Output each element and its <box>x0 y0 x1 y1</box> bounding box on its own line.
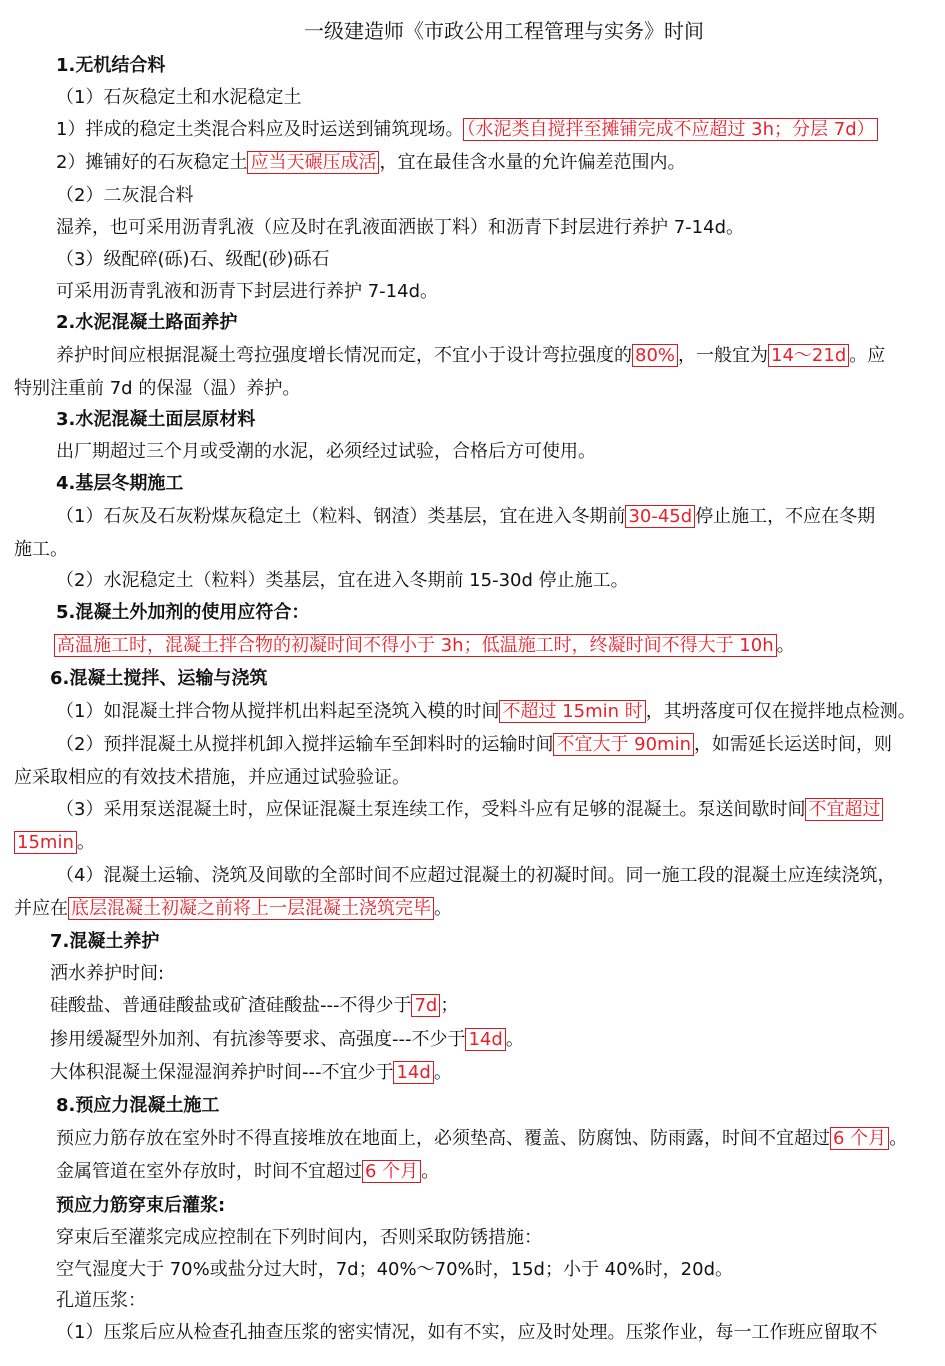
text-line <box>56 151 685 175</box>
section-heading-3: 3.水泥混凝土面层原材料 <box>56 409 256 430</box>
section-heading-6: 6.混凝土搅拌、运输与浇筑 <box>50 668 268 689</box>
text: 并应在 <box>14 898 68 919</box>
section-heading-2: 2.水泥混凝土路面养护 <box>56 312 238 333</box>
text: 。应 <box>849 345 886 366</box>
text-line <box>56 505 875 529</box>
text-line <box>56 733 892 757</box>
text: 掺用缓凝型外加剂、有抗渗等要求、高强度---不少于 <box>50 1029 466 1050</box>
text: 。 <box>421 1161 440 1182</box>
text-line <box>56 1127 907 1151</box>
text: 。 <box>76 832 95 853</box>
text-line <box>56 798 883 822</box>
highlight-box: 不宜超过 <box>805 798 883 821</box>
text-line: 特别注重前 7d 的保湿（温）养护。 <box>14 378 301 399</box>
text-line: （4）混凝土运输、浇筑及间歇的全部时间不应超过混凝土的初凝时间。同一施工段的混凝土应连续浇筑， <box>56 865 896 886</box>
highlight-box: 6 个月 <box>830 1127 889 1150</box>
text: （1）如混凝土拌合物从搅拌机出料起至浇筑入模的时间 <box>56 701 500 722</box>
text-line <box>14 897 452 921</box>
highlight-box: 14d <box>393 1061 433 1084</box>
section-heading-8: 8.预应力混凝土施工 <box>56 1095 220 1116</box>
subheading: （1）石灰稳定土和水泥稳定土 <box>56 87 302 108</box>
highlight-box: 15min <box>14 831 77 854</box>
text: （2）预拌混凝土从搅拌机卸入搅拌运输车至卸料时的运输时间 <box>56 734 554 755</box>
text: 。 <box>433 1062 452 1083</box>
text-line <box>50 1028 524 1052</box>
text: 预应力筋存放在室外时不得直接堆放在地面上，必须垫高、覆盖、防腐蚀、防雨露，时间不宜超过 <box>56 1128 830 1149</box>
text-line: 出厂期超过三个月或受潮的水泥，必须经过试验，合格后方可使用。 <box>56 441 596 462</box>
text-line: 洒水养护时间: <box>50 963 165 984</box>
text-line <box>56 118 878 142</box>
text: 1）拌成的稳定土类混合料应及时运送到铺筑现场。 <box>56 119 464 140</box>
text: ，其坍落度可仅在搅拌地点检测。 <box>645 701 916 722</box>
text-line: 孔道压浆： <box>56 1290 146 1311</box>
text-line <box>54 634 795 658</box>
section-heading-4: 4.基层冬期施工 <box>56 473 184 494</box>
text-line: 穿束后至灌浆完成应控制在下列时间内，否则采取防锈措施： <box>56 1227 542 1248</box>
text: 金属管道在室外存放时，时间不宜超过 <box>56 1161 362 1182</box>
text: 2）摊铺好的石灰稳定土 <box>56 152 248 173</box>
highlight-box: 底层混凝土初凝之前将上一层混凝土浇筑完毕 <box>68 897 434 920</box>
section-heading-5: 5.混凝土外加剂的使用应符合： <box>56 602 310 623</box>
text-line <box>56 1160 439 1184</box>
highlight-box: 80% <box>632 344 678 367</box>
text: 大体积混凝土保湿湿润养护时间---不宜少于 <box>50 1062 394 1083</box>
text-line: 空气湿度大于 70%或盐分过大时，7d；40%～70%时，15d；小于 40%时，20d。 <box>56 1259 734 1280</box>
text: （3）采用泵送混凝土时，应保证混凝土泵连续工作，受料斗应有足够的混凝土。泵送间歇时间 <box>56 799 806 820</box>
text: ，一般宜为 <box>678 345 769 366</box>
highlight-box: 不超过 15min 时 <box>499 700 645 723</box>
text-line: （1）压浆后应从检查孔抽查压浆的密实情况，如有不实，应及时处理。压浆作业，每一工作班应留取不 <box>56 1322 878 1343</box>
text-line <box>50 994 458 1018</box>
text: 养护时间应根据混凝土弯拉强度增长情况而定，不宜小于设计弯拉强度的 <box>56 345 632 366</box>
text: 停止施工，不应在冬期 <box>695 506 876 527</box>
text-line: 湿养，也可采用沥青乳液（应及时在乳液面洒嵌丁料）和沥青下封层进行养护 7-14d。 <box>56 217 744 238</box>
text-line <box>56 700 916 724</box>
page-title: 一级建造师《市政公用工程管理与实务》时间 <box>304 19 704 43</box>
text-line <box>50 1061 452 1085</box>
highlight-box: 高温施工时，混凝土拌合物的初凝时间不得小于 3h；低温施工时，终凝时间不得大于 10h <box>54 634 777 657</box>
highlight-box: 6 个月 <box>362 1160 421 1183</box>
highlight-box: 7d <box>411 994 440 1017</box>
text-line: 可采用沥青乳液和沥青下封层进行养护 7-14d。 <box>56 281 438 302</box>
text-line <box>14 831 95 855</box>
text-line <box>56 344 885 368</box>
text: 。 <box>889 1128 908 1149</box>
highlight-box: 应当天碾压成活 <box>247 151 379 174</box>
text-line: （2）水泥稳定土（粒料）类基层，宜在进入冬期前 15-30d 停止施工。 <box>56 570 629 591</box>
highlight-box: 不宜大于 90min <box>553 733 694 756</box>
text: 。 <box>434 898 452 919</box>
text: 。 <box>505 1029 524 1050</box>
text: 。 <box>776 635 795 656</box>
text: 硅酸盐、普通硅酸盐或矿渣硅酸盐---不得少于 <box>50 995 412 1016</box>
text: （1）石灰及石灰粉煤灰稳定土（粒料、钢渣）类基层，宜在进入冬期前 <box>56 506 626 527</box>
highlight-box: 30-45d <box>625 505 695 528</box>
highlight-box: 14d <box>465 1028 505 1051</box>
text: ，如需延长运送时间，则 <box>694 734 893 755</box>
text: ，宜在最佳含水量的允许偏差范围内。 <box>379 152 686 173</box>
section-heading-1: 1.无机结合料 <box>56 55 166 76</box>
text-line: 施工。 <box>14 539 68 560</box>
text: ； <box>440 995 459 1016</box>
text-line: 应采取相应的有效技术措施，并应通过试验验证。 <box>14 767 410 788</box>
highlight-box: （水泥类自搅拌至摊铺完成不应超过 3h；分层 7d） <box>463 118 877 141</box>
section-heading-7: 7.混凝土养护 <box>50 931 160 952</box>
subheading: （2）二灰混合料 <box>56 185 194 206</box>
subheading: （3）级配碎(砾)石、级配(砂)砾石 <box>56 249 330 270</box>
highlight-box: 14～21d <box>768 344 849 367</box>
subsection-heading: 预应力筋穿束后灌浆: <box>56 1195 226 1216</box>
